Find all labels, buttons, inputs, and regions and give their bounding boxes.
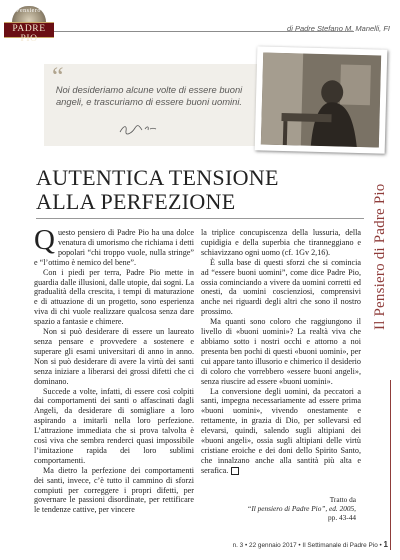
credit-line-3: pp. 43-44 [328,512,356,522]
padre-pio-photo [255,46,388,153]
article-column-right [201,228,361,476]
author-byline: di Padre Stefano M. Manelli, FI [287,24,390,33]
quote-mark-icon: “ [52,62,64,91]
page-number: 1 [383,540,388,549]
paragraph: Con i piedi per terra, Padre Pio mette in guardia dalle illusioni, dalle utopie, dai sogni. La gradualità della crescita, i tempi di maturazione e di attuazione di un progetto, sono esperienza viva di chi vuole realizzare qualcosa senza dare spazio a fantasie e chimere. [34,267,194,327]
drop-cap: Q [34,224,55,256]
paragraph [34,224,194,268]
paragraph: Succede a volte, infatti, di essere così colpiti dai comportamenti dei santi o affascinati dagli Angeli, da desiderare di somigliare a loro aspirando a imitarli nella loro perfezione. L’attrazione immediata che si prova talvolta è così viva che sembra renderci quasi impossibile l’imitazione rapida dei loro sublimi comportamenti. [34,386,194,465]
paragraph: Non si può desiderare di essere un laureato senza pensare e provvedere a sostenere e superare gli esami universitari di anno in anno. Non si può desiderare di avere la virtù dei santi senza iniziare a liberarsi dei grossi difetti che ci dominano. [34,327,194,386]
footer-issue: n. 3 • 22 gennaio 2017 • Il Settimanale di Padre Pio • [232,542,382,549]
paragraph [201,387,361,476]
photo-image [261,52,381,147]
side-title: Il Pensiero di Padre Pio [372,183,388,330]
side-divider [390,380,391,550]
photo-figure-icon [261,52,381,147]
paragraph-text: uesto pensiero di Padre Pio ha una dolce venatura di umorismo che richiama i detti popolari “chi troppo vuole, nulla stringe” e “l’ottimo è nemico del bene”. [34,228,194,267]
paragraph-text: La conversione degli uomini, da peccatori a santi, impegna necessariamente ad essere prima «buoni uomini», vivendo onestamente e rettamente, in grazia di Dio, per sollevarsi ed elevarsi, quindi, salendo sugli altipiani dei «buoni angeli», ossia sugli altipiani delle virtù cristiane eroiche e dei doni dello Spirito Santo, che innalzano anche alla santità più alta e serafica. [201,386,361,475]
title-line-2: ALLA PERFEZIONE [36,189,236,214]
paragraph: Ma dietro la perfezione dei comportamenti dei santi, invece, c’è tutto il cammino di sforzi compiuti per correggere i propri difetti, per governare le passioni disordinate, per rettificare le tendenze cattive, per vincere [34,465,194,515]
quote-text: Noi desideriamo alcune volte di essere buoni angeli, e trascuriamo di essere buoni uomini. [55,84,243,107]
logo-top-text: Il Pensiero di [9,8,49,14]
article-column-left [34,224,194,515]
source-credit [236,496,356,522]
title-divider [36,218,364,219]
magazine-logo [4,6,52,48]
article-title [36,166,356,214]
paragraph: la triplice concupiscenza della lussuria, della cupidigia e della superbia che tiranneggiano e schiavizzano ogni uomo (cf. 1Gv 2,16). [201,228,361,257]
paragraph: È sulla base di questi sforzi che si comincia ad “essere buoni uomini”, come dice Padre Pio, ossia cominciando a vivere da uomini corretti ed onesti, da uomini coscienziosi, comprensivi anche nei riguardi degli altri che sono il nostro prossimo. [201,257,361,317]
page-footer [233,540,388,549]
end-mark-icon [231,467,239,475]
title-line-1: AUTENTICA TENSIONE [36,165,279,190]
credit-line-2: “Il pensiero di Padre Pio”, ed. 2005, [247,503,356,513]
logo-band [4,22,54,44]
credit-line-1: Tratto da [329,495,356,504]
paragraph: Ma quanti sono coloro che raggiungono il livello di «buoni uomini»? La realtà viva che abbiamo sotto i nostri occhi e attorno a noi presenta ben pochi di questi «buoni uomini», per cui appare tanto illusorio e chimerico il desiderio di coloro che vorrebbero «essere buoni angeli», senza riuscire ad essere «buoni uomini». [201,317,361,386]
signature-icon [118,123,158,135]
logo-band-text: PADRE PIO [12,24,46,44]
